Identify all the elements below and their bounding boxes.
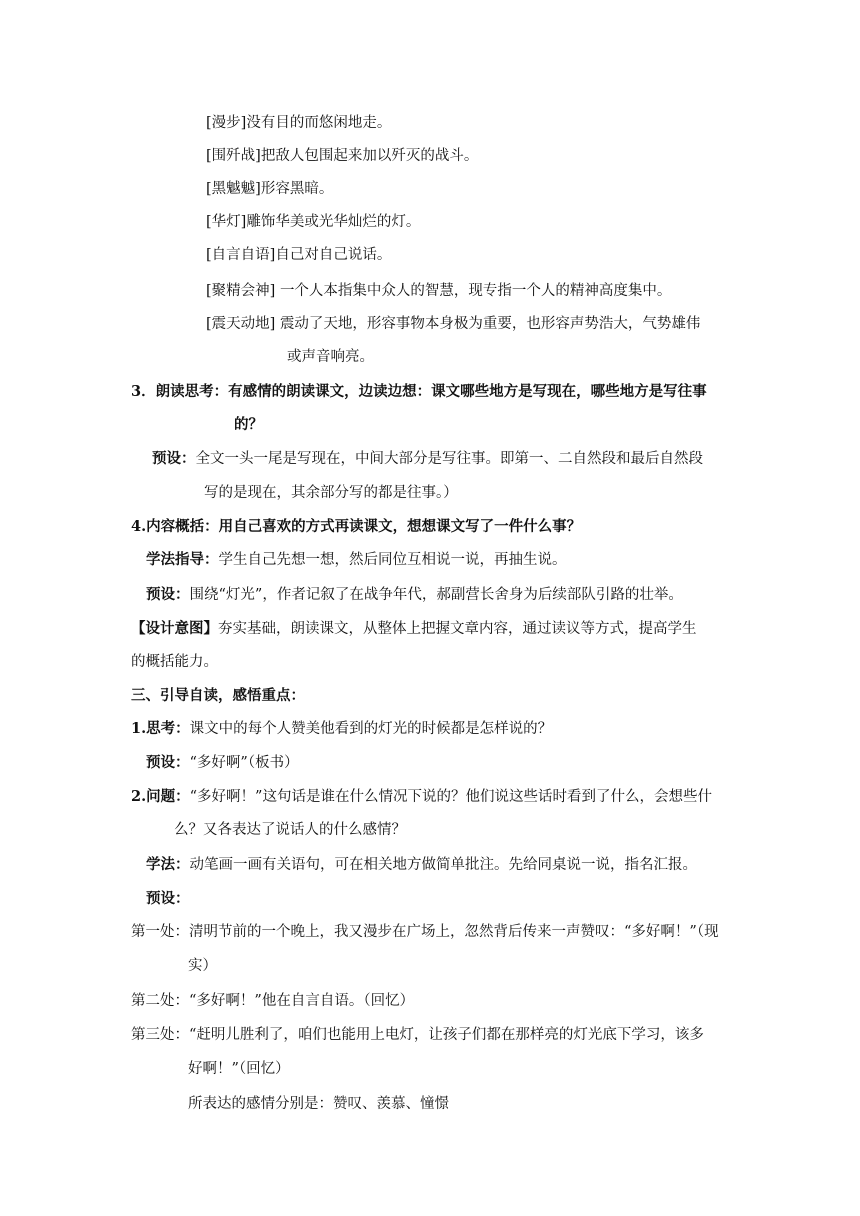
question-1-label: 1.思考： xyxy=(131,720,190,737)
vocab-item xyxy=(206,146,478,166)
place-1-continuation: 实） xyxy=(188,958,217,974)
method-label: 学法： xyxy=(146,856,190,873)
vocab-item xyxy=(206,113,391,133)
emotion-summary: 所表达的感情分别是：赞叹、羡慕、憧憬 xyxy=(188,1096,449,1112)
vocab-item xyxy=(206,281,671,301)
vocab-term: [漫步] xyxy=(206,115,247,131)
preset-label: 预设： xyxy=(146,586,190,603)
vocab-item xyxy=(206,314,700,334)
vocab-def: 把敌人包围起来加以歼灭的战斗。 xyxy=(260,148,479,164)
preset-label: 预设： xyxy=(146,890,190,907)
vocab-term: [震天动地] xyxy=(206,316,276,332)
section-4-guide xyxy=(146,550,567,570)
vocab-def: 自己对自己说话。 xyxy=(275,247,392,263)
vocab-term: [华灯] xyxy=(206,214,247,230)
preset-label: 预设： xyxy=(152,450,196,467)
vocab-term: [围歼战] xyxy=(206,148,261,164)
method-text: 动笔画一画有关语句，可在相关地方做简单批注。先给同桌说一说，指名汇报。 xyxy=(189,857,697,873)
vocab-def: 雕饰华美或光华灿烂的灯。 xyxy=(246,214,421,230)
preset-text: 全文一头一尾是写现在，中间大部分是写往事。即第一、二自然段和最后自然段 xyxy=(195,451,703,467)
place-1: 第一处：清明节前的一个晚上，我又漫步在广场上，忽然背后传来一声赞叹：“多好啊！”（现 xyxy=(131,924,719,940)
vocab-item xyxy=(206,212,420,232)
question-1 xyxy=(131,719,552,739)
vocab-term: [自言自语] xyxy=(206,247,276,263)
section-4-preset xyxy=(146,585,683,605)
design-intent xyxy=(131,619,697,639)
vocab-item xyxy=(206,245,391,265)
question-2-continuation: 么？又各表达了说话人的什么感情？ xyxy=(174,822,406,838)
guide-label: 学法指导： xyxy=(146,551,219,568)
question-1-preset xyxy=(146,753,299,773)
design-intent-text: 夯实基础，朗读课文，从整体上把握文章内容，通过读议等方式，提高学生 xyxy=(218,621,697,637)
vocab-term: [聚精会神] xyxy=(206,283,276,299)
part-3-heading: 三、引导自读，感悟重点： xyxy=(131,687,305,704)
vocab-def: 一个人本指集中众人的智慧，现专指一个人的精神高度集中。 xyxy=(279,283,672,299)
preset-text: “多好啊”（板书） xyxy=(189,755,299,771)
method xyxy=(146,855,697,875)
vocab-term: [黑魆魆] xyxy=(206,181,261,197)
question-1-text: 课文中的每个人赞美他看到的灯光的时候都是怎样说的？ xyxy=(189,721,553,737)
section-3-title: 3．朗读思考：有感情的朗读课文，边读边想：课文哪些地方是写现在，哪些地方是写往事 xyxy=(131,383,707,400)
question-2 xyxy=(131,787,712,807)
place-3-continuation: 好啊！”（回忆） xyxy=(188,1061,290,1077)
place-3: 第三处：“赶明儿胜利了，咱们也能用上电灯，让孩子们都在那样亮的灯光底下学习，该多 xyxy=(131,1027,704,1043)
design-intent-continuation: 的概括能力。 xyxy=(131,654,218,670)
preset-text: 围绕“灯光”，作者记叙了在战争年代，郝副营长舍身为后续部队引路的壮举。 xyxy=(189,587,683,603)
vocab-def: 形容黑暗。 xyxy=(260,181,334,197)
question-2-text: “多好啊！”这句话是谁在什么情况下说的？他们说这些话时看到了什么，会想些什 xyxy=(189,789,712,805)
vocab-item xyxy=(206,179,333,199)
preset-label: 预设： xyxy=(146,754,190,771)
vocab-def: 没有目的而悠闲地走。 xyxy=(246,115,392,131)
place-2: 第二处：“多好啊！”他在自言自语。（回忆） xyxy=(131,993,415,1009)
guide-text: 学生自己先想一想，然后同位互相说一说，再抽生说。 xyxy=(218,552,567,568)
vocab-def-continuation: 或声音响亮。 xyxy=(287,349,374,365)
section-3-preset xyxy=(152,449,703,469)
section-4-title: 4.内容概括：用自己喜欢的方式再读课文，想想课文写了一件什么事？ xyxy=(131,518,582,535)
question-2-label: 2.问题： xyxy=(131,788,190,805)
vocab-def: 震动了天地，形容事物本身极为重要，也形容声势浩大，气势雄伟 xyxy=(279,316,701,332)
section-3-preset-continuation: 写的是现在，其余部分写的都是往事。） xyxy=(204,485,458,501)
section-3-title-continuation: 的？ xyxy=(234,416,263,433)
design-intent-label: 【设计意图】 xyxy=(131,620,218,637)
